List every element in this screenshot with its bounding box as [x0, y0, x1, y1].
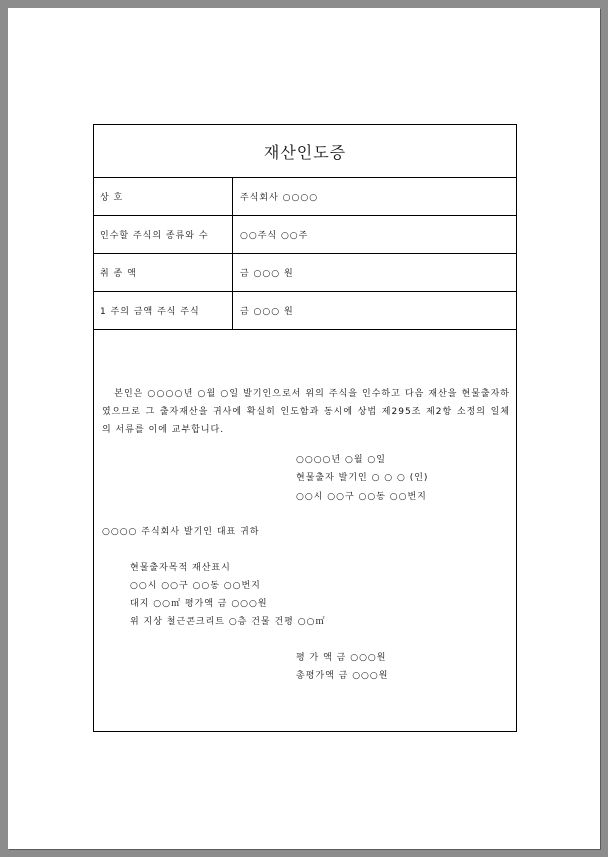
declaration-text: 본인은 ○○○○년 ○월 ○일 발기인으로서 위의 주식을 인수하고 다음 재산을 현물출자하였으므로 그 출자재산을 귀사에 확실히 인도함과 동시에 상법 제295조 제2항 소정의 일체의 서류를 이에 교부합니다. — [102, 389, 510, 435]
info-row-amount — [94, 254, 516, 292]
share-price-label: 1 주의 금액 주식 주식 — [94, 292, 233, 329]
info-row-shares — [94, 216, 516, 254]
company-name-label: 상 호 — [94, 178, 233, 215]
property-land: 대지 ○○㎡ 평가액 금 ○○○원 — [130, 599, 268, 609]
declaration-paragraph — [102, 385, 510, 439]
property-location: ○○시 ○○구 ○○동 ○○번지 — [130, 581, 261, 591]
info-row-company — [94, 178, 516, 216]
amount-value: 금 ○○○ 원 — [240, 269, 294, 279]
document-page — [8, 8, 600, 849]
title-row — [94, 125, 516, 178]
contributor-address: ○○시 ○○구 ○○동 ○○번지 — [296, 492, 427, 502]
property-heading: 현물출자목적 재산표시 — [130, 563, 231, 573]
shares-value: ○○주식 ○○주 — [240, 231, 309, 241]
valuation-line: 평 가 액 금 ○○○원 — [296, 653, 387, 663]
amount-label: 취 종 액 — [94, 254, 233, 291]
share-price-value: 금 ○○○ 원 — [240, 307, 294, 317]
property-delivery-certificate — [93, 124, 517, 732]
company-name-value: 주식회사 ○○○○ — [240, 193, 319, 203]
date-line: ○○○○년 ○월 ○일 — [296, 455, 386, 465]
info-row-share-price — [94, 292, 516, 330]
addressee: ○○○○ 주식회사 발기인 대표 귀하 — [102, 527, 260, 537]
shares-label: 인수할 주식의 종류와 수 — [94, 216, 233, 253]
contributor-line: 현물출자 발기인 ○ ○ ○ (인) — [296, 473, 429, 483]
document-title: 재산인도증 — [263, 142, 347, 162]
property-building: 위 지상 철근콘크리트 ○층 건물 건평 ○○㎡ — [130, 617, 326, 627]
total-valuation-line: 총평가액 금 ○○○원 — [296, 671, 389, 681]
